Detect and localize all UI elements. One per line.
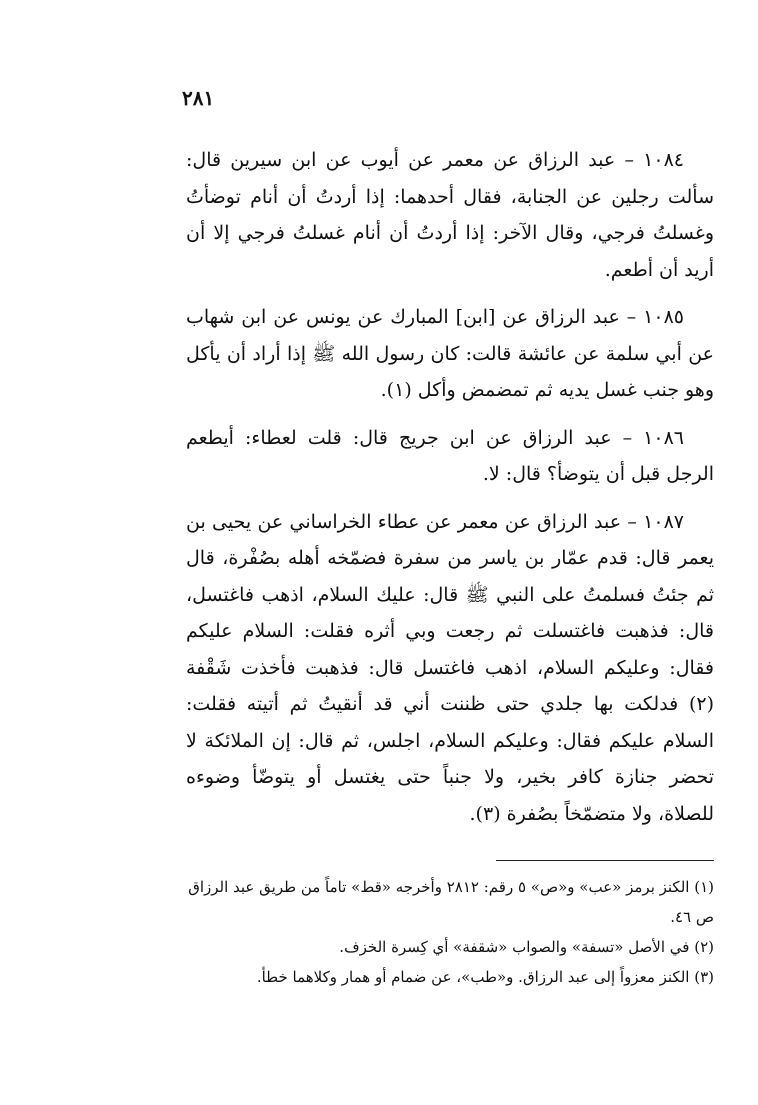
hadith-1086: ١٠٨٦ – عبد الرزاق عن ابن جريج قال: قلت لعطاء: أيطعم الرجل قبل أن يتوضأ؟ قال: لا.	[186, 426, 714, 485]
hadith-body	[186, 142, 714, 832]
footnote-divider	[496, 860, 714, 861]
footnote-3: (٣) الكنز معزواً إلى عبد الرزاق. و«طب»، عن ضمام أو همار وكلاهما خطأ.	[256, 968, 714, 986]
hadith-1087: ١٠٨٧ – عبد الرزاق عن معمر عن عطاء الخراساني عن يحيى بن يعمر قال: قدم عمّار بن ياسر من سفرة فضمّخه أهله بصُفْرة، قال ثم جئتُ فسلمتُ على النبي ﷺ قال: عليك السلام، اذهب فاغتسل، قال: فذهبت فاغتسلت ثم رجعت وبي أثره فقلت: السلام عليكم فقال: وعليكم السلام، اذهب فاغتسل قال: فذهبت فأخذت شَقْفة (٢) فدلكت بها جلدي حتى ظننت أني قد أنقيتُ ثم أتيته فقلت: السلام عليكم فقال: وعليكم السلام، اجلس، ثم قال: إن الملائكة لا تحضر جنازة كافر بخير، ولا جنباً حتى يغتسل أو يتوضّأ وضوءه للصلاة، ولا متضمّخاً بصُفرة (٣).	[186, 510, 714, 825]
hadith-1084: ١٠٨٤ – عبد الرزاق عن معمر عن أيوب عن ابن سيرين قال: سألت رجلين عن الجنابة، فقال أحدهما: إذا أردتُ أن أنام توضأتُ وغسلتُ فرجي، وقال الآخر: إذا أردتُ أن أنام غسلتُ فرجي إلا أن أريد أن أطعم.	[186, 149, 714, 281]
page-number: ٢٨١	[182, 86, 215, 110]
footnote-1: (١) الكنز برمز «عب» و«ص» ٥ رقم: ٢٨١٢ وأخرجه «قط» تاماً من طريق عبد الرزاق ص ٤٦.	[188, 878, 714, 926]
hadith-1085: ١٠٨٥ – عبد الرزاق عن [ابن] المبارك عن يونس عن ابن شهاب عن أبي سلمة عن عائشة قالت: كان رسول الله ﷺ إذا أراد أن يأكل وهو جنب غسل يديه ثم تمضمض وأكل (١).	[186, 306, 714, 401]
footnote-2: (٢) في الأصل «تسفة» والصواب «شقفة» أي كِسرة الخزف.	[339, 938, 714, 956]
footnotes	[186, 872, 714, 992]
